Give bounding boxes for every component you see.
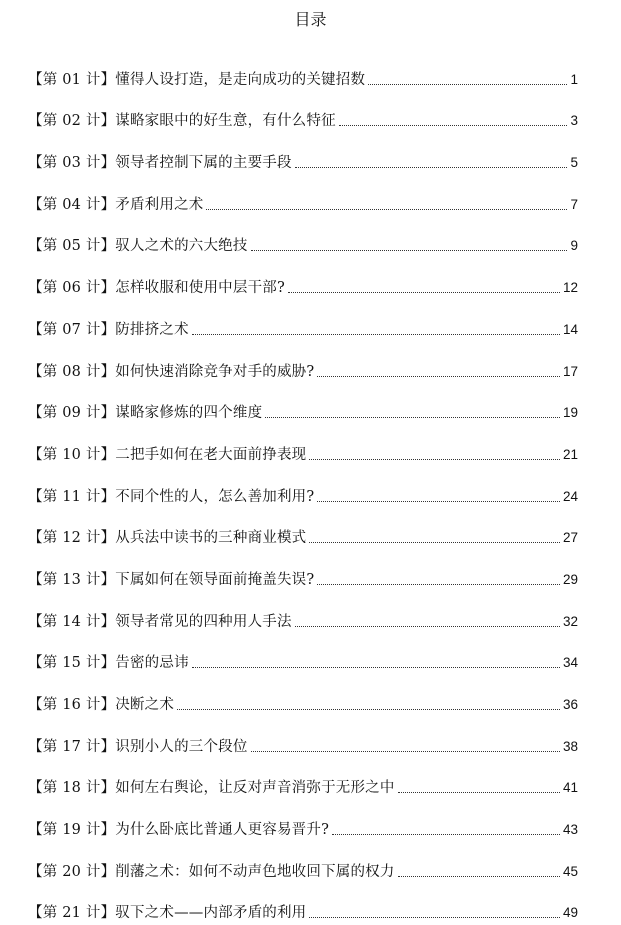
toc-entry-label — [28, 111, 336, 131]
toc-entry-tag: 【第 19 计】 — [28, 822, 116, 839]
toc-entry[interactable] — [28, 717, 578, 759]
toc-entry-label — [28, 362, 314, 382]
dot-leader — [317, 584, 560, 585]
toc-entry-label — [28, 195, 203, 215]
toc-entry[interactable] — [28, 175, 578, 217]
toc-entry-tag: 【第 07 计】 — [28, 321, 116, 338]
toc-entry[interactable] — [28, 509, 578, 551]
dot-leader — [332, 834, 560, 835]
toc-entry[interactable] — [28, 342, 578, 384]
toc-entry-title: 决断之术 — [115, 697, 175, 713]
toc-entry-page: 34 — [562, 655, 578, 671]
dot-leader — [251, 751, 560, 752]
toc-entry-label — [28, 737, 248, 757]
toc-entry-title: 懂得人设打造，是走向成功的关键招数 — [115, 71, 366, 88]
toc-entry-title: 谋略家修炼的四个维度 — [115, 405, 263, 422]
toc-entry-title: 不同个性的人，怎么善加利用? — [115, 488, 315, 505]
toc-entry-label — [28, 403, 262, 423]
toc-entry-label — [28, 70, 365, 90]
toc-entry[interactable] — [28, 800, 578, 842]
toc-entry[interactable] — [28, 759, 578, 801]
toc-entry-tag: 【第 16 计】 — [28, 697, 116, 713]
toc-entry-title: 领导者控制下属的主要手段 — [115, 155, 292, 172]
dot-leader — [317, 501, 560, 502]
dot-leader — [192, 334, 560, 335]
toc-entry-tag: 【第 03 计】 — [28, 155, 116, 172]
toc-entry-tag: 【第 14 计】 — [28, 613, 116, 630]
toc-entry-page: 27 — [562, 530, 578, 546]
toc-entry-tag: 【第 12 计】 — [28, 530, 116, 547]
table-of-contents — [28, 50, 578, 925]
toc-entry-page: 9 — [570, 238, 578, 254]
toc-entry[interactable] — [28, 634, 578, 676]
toc-entry-page: 45 — [562, 863, 578, 879]
toc-entry-page: 36 — [562, 697, 578, 712]
toc-entry-tag: 【第 21 计】 — [28, 905, 116, 922]
toc-entry-page: 12 — [562, 280, 578, 296]
toc-entry[interactable] — [28, 300, 578, 342]
toc-entry-label — [28, 570, 314, 590]
toc-entry-title: 告密的忌讳 — [115, 655, 189, 672]
toc-entry-tag: 【第 05 计】 — [28, 238, 116, 255]
toc-entry-title: 驭下之术——内部矛盾的利用 — [115, 905, 307, 922]
toc-entry-title: 如何快速消除竞争对手的威胁? — [115, 363, 315, 380]
dot-leader — [177, 709, 560, 710]
dot-leader — [288, 292, 560, 293]
dot-leader — [265, 417, 560, 418]
toc-entry-title: 领导者常见的四种用人手法 — [115, 613, 292, 630]
dot-leader — [309, 542, 560, 543]
toc-entry[interactable] — [28, 842, 578, 884]
dot-leader — [206, 209, 567, 210]
toc-entry-title: 削藩之术：如何不动声色地收回下属的权力 — [115, 863, 395, 880]
dot-leader — [368, 84, 567, 85]
toc-entry-page: 49 — [562, 905, 578, 921]
toc-entry-label — [28, 153, 292, 173]
toc-entry[interactable] — [28, 675, 578, 717]
toc-entry-label — [28, 695, 174, 715]
toc-entry-title: 如何左右舆论，让反对声音消弥于无形之中 — [115, 780, 395, 797]
dot-leader — [295, 167, 567, 168]
toc-entry[interactable] — [28, 550, 578, 592]
dot-leader — [398, 792, 560, 793]
toc-entry-tag: 【第 13 计】 — [28, 571, 116, 588]
toc-entry-label — [28, 820, 329, 840]
toc-entry-page: 24 — [562, 488, 578, 504]
toc-entry-title: 从兵法中读书的三种商业模式 — [115, 530, 307, 547]
toc-entry[interactable] — [28, 425, 578, 467]
toc-entry-page: 19 — [562, 405, 578, 421]
toc-entry-page: 32 — [562, 613, 578, 629]
toc-entry-tag: 【第 17 计】 — [28, 738, 116, 755]
toc-entry-tag: 【第 09 计】 — [28, 405, 116, 422]
toc-entry[interactable] — [28, 133, 578, 175]
dot-leader — [309, 917, 560, 918]
page-title: 目录 — [294, 10, 327, 29]
toc-entry[interactable] — [28, 258, 578, 300]
toc-entry-page: 17 — [562, 363, 578, 379]
toc-entry-tag: 【第 11 计】 — [28, 488, 116, 505]
toc-entry-title: 防排挤之术 — [115, 321, 189, 338]
toc-entry[interactable] — [28, 92, 578, 134]
toc-entry[interactable] — [28, 50, 578, 92]
toc-entry-label — [28, 528, 306, 548]
toc-entry-label — [28, 445, 306, 465]
toc-entry-page: 29 — [562, 571, 578, 587]
toc-entry-tag: 【第 10 计】 — [28, 446, 116, 463]
toc-entry-title: 谋略家眼中的好生意，有什么特征 — [115, 113, 336, 130]
toc-entry-label — [28, 862, 395, 882]
toc-entry[interactable] — [28, 467, 578, 509]
toc-entry-page: 43 — [562, 822, 578, 838]
toc-entry-tag: 【第 15 计】 — [28, 655, 116, 672]
toc-entry-label — [28, 320, 189, 340]
toc-entry-title: 识别小人的三个段位 — [115, 738, 248, 755]
toc-entry-title: 下属如何在领导面前掩盖失误? — [115, 571, 315, 588]
toc-entry-label — [28, 278, 285, 298]
dot-leader — [192, 667, 560, 668]
toc-entry-label — [28, 236, 248, 256]
toc-entry-tag: 【第 02 计】 — [28, 113, 116, 130]
toc-entry[interactable] — [28, 384, 578, 426]
toc-entry-page: 21 — [562, 446, 578, 462]
dot-leader — [309, 459, 560, 460]
toc-entry-title: 二把手如何在老大面前挣表现 — [115, 446, 307, 463]
toc-entry-page: 1 — [570, 71, 578, 87]
toc-entry-page: 5 — [570, 155, 578, 171]
toc-entry-tag: 【第 06 计】 — [28, 280, 116, 297]
dot-leader — [295, 626, 560, 627]
toc-entry-label — [28, 778, 395, 798]
toc-entry-title: 为什么卧底比普通人更容易晋升? — [115, 822, 330, 839]
toc-entry-page: 7 — [570, 196, 578, 212]
toc-entry-tag: 【第 01 计】 — [28, 71, 116, 88]
toc-entry-tag: 【第 20 计】 — [28, 863, 116, 880]
dot-leader — [339, 125, 567, 126]
toc-entry-tag: 【第 04 计】 — [28, 196, 116, 213]
toc-entry[interactable] — [28, 884, 578, 925]
toc-entry-page: 14 — [562, 321, 578, 337]
toc-entry-label — [28, 487, 314, 507]
dot-leader — [317, 376, 560, 377]
toc-entry-label — [28, 653, 189, 673]
toc-entry-label — [28, 612, 292, 632]
toc-entry-tag: 【第 08 计】 — [28, 363, 116, 380]
toc-entry-page: 3 — [570, 113, 578, 129]
dot-leader — [251, 250, 567, 251]
toc-entry-label — [28, 903, 306, 923]
toc-entry-page: 38 — [562, 738, 578, 754]
toc-entry-title: 怎样收服和使用中层干部? — [115, 280, 285, 297]
toc-entry-page: 41 — [562, 780, 578, 796]
toc-entry-title: 矛盾利用之术 — [115, 196, 204, 213]
toc-entry[interactable] — [28, 217, 578, 259]
toc-entry-title: 驭人之术的六大绝技 — [115, 238, 248, 255]
toc-entry-tag: 【第 18 计】 — [28, 780, 116, 797]
dot-leader — [398, 876, 560, 877]
toc-entry[interactable] — [28, 592, 578, 634]
